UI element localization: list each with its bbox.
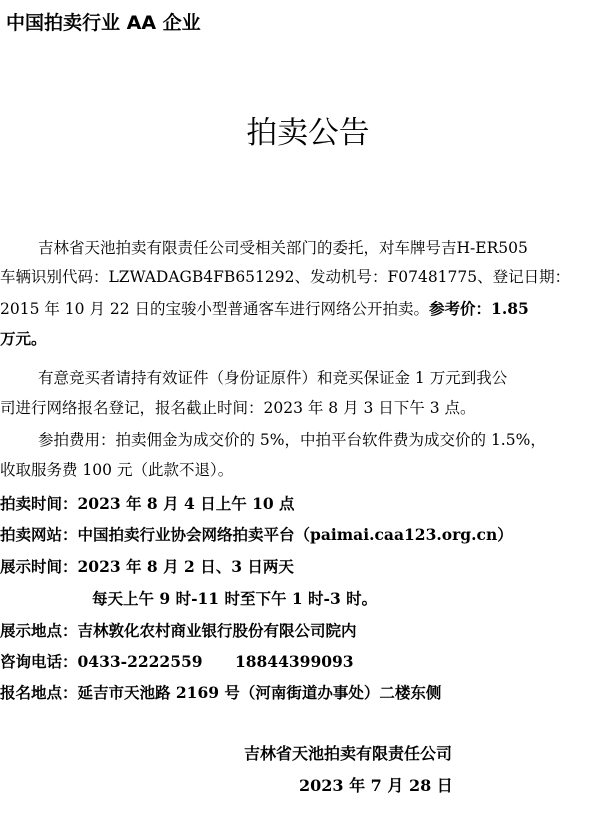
auction-website: 拍卖网站：中国拍卖行业协会网络拍卖平台（paimai.caa123.org.cn） — [0, 525, 513, 544]
para1-line3-normal: 2015 年 10 月 22 日的宝骏小型普通客车进行网络公开拍卖。 — [0, 300, 430, 318]
signup-place: 报名地点：延吉市天池路 2169 号（河南街道办事处）二楼东侧 — [0, 683, 442, 702]
signature-company: 吉林省天池拍卖有限责任公司 — [244, 744, 453, 763]
signature-date: 2023 年 7 月 28 日 — [299, 776, 453, 795]
para2-line1: 有意竞买者请持有效证件（身份证原件）和竞买保证金 1 万元到我公 — [38, 369, 508, 387]
para3-line1: 参拍费用：拍卖佣金为成交价的 5%，中拍平台软件费为成交价的 1.5%， — [38, 431, 546, 449]
para1-line2: 车辆识别代码：LZWADAGB4FB651292、发动机号：F07481775、登记日期： — [0, 268, 571, 286]
para3-line2: 收取服务费 100 元（此款不退）。 — [0, 461, 234, 479]
para1-line1: 吉林省天池拍卖有限责任公司受相关部门的委托，对车牌号吉H-ER505 — [38, 239, 528, 257]
header-title: 中国拍卖行业 AA 企业 — [6, 12, 201, 34]
display-place: 展示地点：吉林敦化农村商业银行股份有限公司院内 — [0, 621, 357, 640]
display-time: 展示时间：2023 年 8 月 2 日、3 日两天 — [0, 557, 294, 576]
auction-time: 拍卖时间：2023 年 8 月 4 日上午 10 点 — [0, 494, 295, 513]
para2-line2: 司进行网络报名登记，报名截止时间：2023 年 8 月 3 日下午 3 点。 — [0, 399, 476, 417]
para1-line3 — [0, 294, 529, 324]
display-hours: 每天上午 9 时-11 时至下午 1 时-3 时。 — [92, 589, 378, 608]
notice-title: 拍卖公告 — [246, 115, 370, 151]
para1-line4: 万元。 — [0, 329, 47, 348]
contact-phone: 咨询电话：0433-2222559 18844399093 — [0, 652, 354, 671]
reference-price: 参考价：1.85 — [429, 299, 529, 318]
